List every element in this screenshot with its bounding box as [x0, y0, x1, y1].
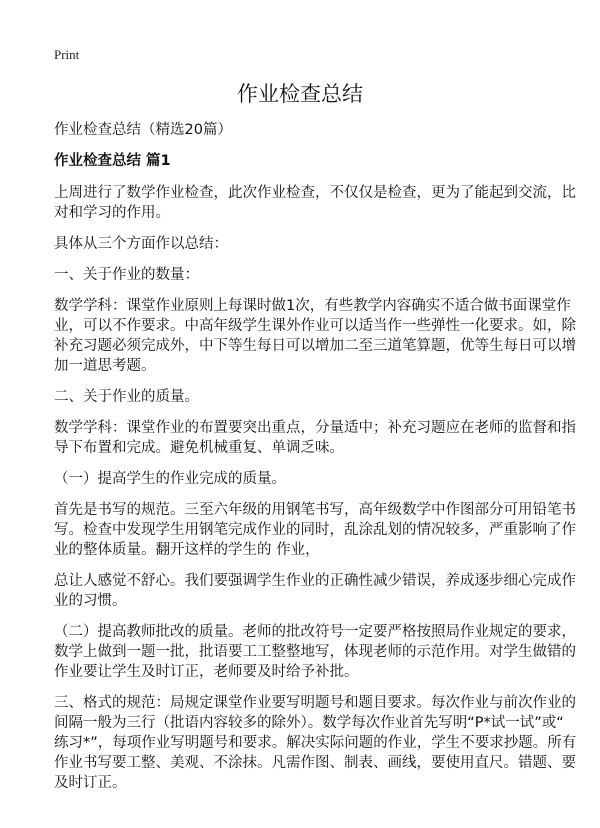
- paragraph-line: 写。检查中发现学生用钢笔完成作业的同时，乱涂乱划的情况较多，严重影响了作: [54, 522, 576, 538]
- paragraphs: [54, 183, 577, 793]
- paragraph-line: 补充习题必须完成外，中下等生每日可以增加二至三道笔算题，优等生每日可以增: [54, 338, 576, 354]
- paragraph: [54, 265, 574, 285]
- document-body: [54, 120, 577, 804]
- paragraph-line: 二、关于作业的质量。: [54, 389, 199, 405]
- paragraph-line: 及时订正。: [54, 775, 127, 791]
- paragraph-line: 对和学习的作用。: [54, 205, 170, 221]
- paragraph-line: 业，可以不作要求。中高年级学生课外作业可以适当作一些弹性一化要求。如，除: [54, 318, 576, 334]
- paragraph-line: 加一道思考题。: [54, 358, 156, 374]
- page-title: 作业检查总结: [237, 82, 363, 106]
- paragraph-line: 练习*”，每项作业写明题号和要求。解决实际问题的作业，学生不要求抄题。所有: [54, 735, 577, 751]
- subtitle: 作业检查总结（精选20篇）: [54, 122, 232, 138]
- paragraph-line: 业的习惯。: [54, 593, 127, 609]
- paragraph-line: 作业书写要工整、美观、不涂抹。凡需作图、制表、画线，要使用直尺。错题、要: [54, 755, 576, 771]
- paragraph-line: 作业要让学生及时订正，老师要及时给予补批。: [54, 664, 359, 680]
- paragraph-line: 三、格式的规范：局规定课堂作业要写明题号和题目要求。每次作业与前次作业的: [54, 695, 576, 711]
- paragraph-line: （一）提高学生的作业完成的质量。: [54, 471, 286, 487]
- paragraph-line: 导下布置和完成。避免机械重复、单调乏味。: [54, 440, 344, 456]
- paragraph-line: 业的整体质量。翻开这样的学生的 作业，: [54, 542, 320, 558]
- paragraph: [54, 418, 574, 458]
- paragraph-line: 上周进行了数学作业检查，此次作业检查，不仅仅是检查，更为了能起到交流，比: [54, 185, 576, 201]
- paragraph-line: 间隔一般为三行（批语内容较多的除外）。数学每次作业首先写明“P*试一试”或“: [54, 715, 564, 731]
- paragraph-line: 具体从三个方面作以总结：: [54, 236, 228, 252]
- paragraph: [54, 500, 574, 560]
- paragraph: [54, 387, 574, 407]
- paragraph-line: 总让人感觉不舒心。我们要强调学生作业的正确性减少错误，养成逐步细心完成作: [54, 573, 576, 589]
- paragraph: [54, 234, 574, 254]
- section-heading: 作业检查总结 篇1: [54, 153, 171, 169]
- paragraph: [54, 296, 574, 376]
- paragraph: [54, 693, 577, 793]
- paragraph: [54, 571, 574, 611]
- paragraph-line: 一、关于作业的数量：: [54, 267, 199, 283]
- paragraph: [54, 469, 574, 489]
- paragraph-line: 数学上做到一题一批，批语要工工整整地写，体现老师的示范作用。对学生做错的: [54, 644, 576, 660]
- print-link[interactable]: Print: [54, 47, 80, 62]
- paragraph-line: 数学学科：课堂作业的布置要突出重点，分量适中；补充习题应在老师的监督和指: [54, 420, 576, 436]
- paragraph-line: 首先是书写的规范。三至六年级的用钢笔书写，高年级数学中作图部分可用铅笔书: [54, 502, 576, 518]
- paragraph-line: 数学学科：课堂作业原则上每课时做1次，有些教学内容确实不适合做书面课堂作: [54, 298, 571, 314]
- paragraph: [54, 183, 574, 223]
- paragraph: [54, 622, 574, 682]
- paragraph-line: （二）提高教师批改的质量。老师的批改符号一定要严格按照局作业规定的要求，: [54, 624, 576, 640]
